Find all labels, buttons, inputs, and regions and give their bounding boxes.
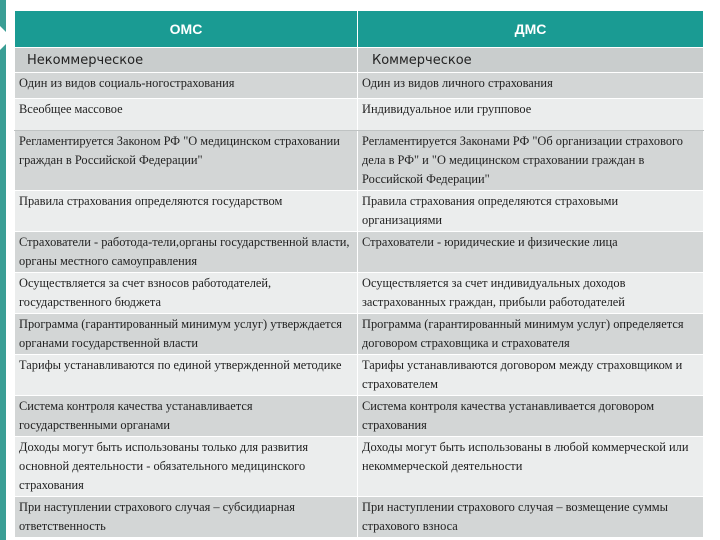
- cell-oms: Всеобщее массовое: [15, 99, 358, 131]
- subheader-dms: Коммерческое: [358, 48, 704, 73]
- table-row: [15, 73, 704, 99]
- cell-oms: Система контроля качества устанавливается государственными органами: [15, 396, 358, 437]
- cell-oms: Доходы могут быть использованы только для развития основной деятельности - обязательного медицинского страхования: [15, 437, 358, 497]
- cell-oms: Осуществляется за счет взносов работодателей, государственного бюджета: [15, 273, 358, 314]
- cell-dms: Программа (гарантированный минимум услуг) определяется договором страховщика и страхователя: [358, 314, 704, 355]
- header-oms: ОМС: [15, 11, 358, 48]
- subheader-oms: Некоммерческое: [15, 48, 358, 73]
- cell-dms: Тарифы устанавливаются договором между страховщиком и страхователем: [358, 355, 704, 396]
- table-row: [15, 497, 704, 538]
- table-row: [15, 355, 704, 396]
- table-row: [15, 396, 704, 437]
- cell-dms: Осуществляется за счет индивидуальных доходов застрахованных граждан, прибыли работодателей: [358, 273, 704, 314]
- table-row: [15, 131, 704, 191]
- cell-oms: Правила страхования определяются государством: [15, 191, 358, 232]
- cell-dms: Система контроля качества устанавливается договором страхования: [358, 396, 704, 437]
- table-subheader-row: [15, 48, 704, 73]
- table-row: [15, 314, 704, 355]
- cell-oms: Страхователи - работода-тели,органы государственной власти, органы местного самоуправления: [15, 232, 358, 273]
- table-header-row: [15, 11, 704, 48]
- cell-dms: При наступлении страхового случая – возмещение суммы страхового взноса: [358, 497, 704, 538]
- cell-dms: Регламентируется Законами РФ "Об организации страхового дела в РФ" и "О медицинском страховании граждан в Российской Федерации": [358, 131, 704, 191]
- left-accent-bar: [0, 0, 6, 540]
- table-row: [15, 273, 704, 314]
- table-row: [15, 99, 704, 131]
- table-row: [15, 191, 704, 232]
- cell-oms: Программа (гарантированный минимум услуг) утверждается органами государственной власти: [15, 314, 358, 355]
- table-row: [15, 232, 704, 273]
- comparison-table: [14, 10, 704, 538]
- cell-dms: Доходы могут быть использованы в любой коммерческой или некоммерческой деятельности: [358, 437, 704, 497]
- cell-dms: Правила страхования определяются страховыми организациями: [358, 191, 704, 232]
- cell-oms: Тарифы устанавливаются по единой утвержденной методике: [15, 355, 358, 396]
- cell-oms: Регламентируется Законом РФ "О медицинском страховании граждан в Российской Федерации": [15, 131, 358, 191]
- header-dms: ДМС: [358, 11, 704, 48]
- table-row: [15, 437, 704, 497]
- left-accent-notch: [0, 26, 12, 50]
- cell-dms: Один из видов личного страхования: [358, 73, 704, 99]
- cell-dms: Страхователи - юридические и физические лица: [358, 232, 704, 273]
- cell-dms: Индивидуальное или групповое: [358, 99, 704, 131]
- cell-oms: Один из видов социаль-ногострахования: [15, 73, 358, 99]
- cell-oms: При наступлении страхового случая – субсидиарная ответственность: [15, 497, 358, 538]
